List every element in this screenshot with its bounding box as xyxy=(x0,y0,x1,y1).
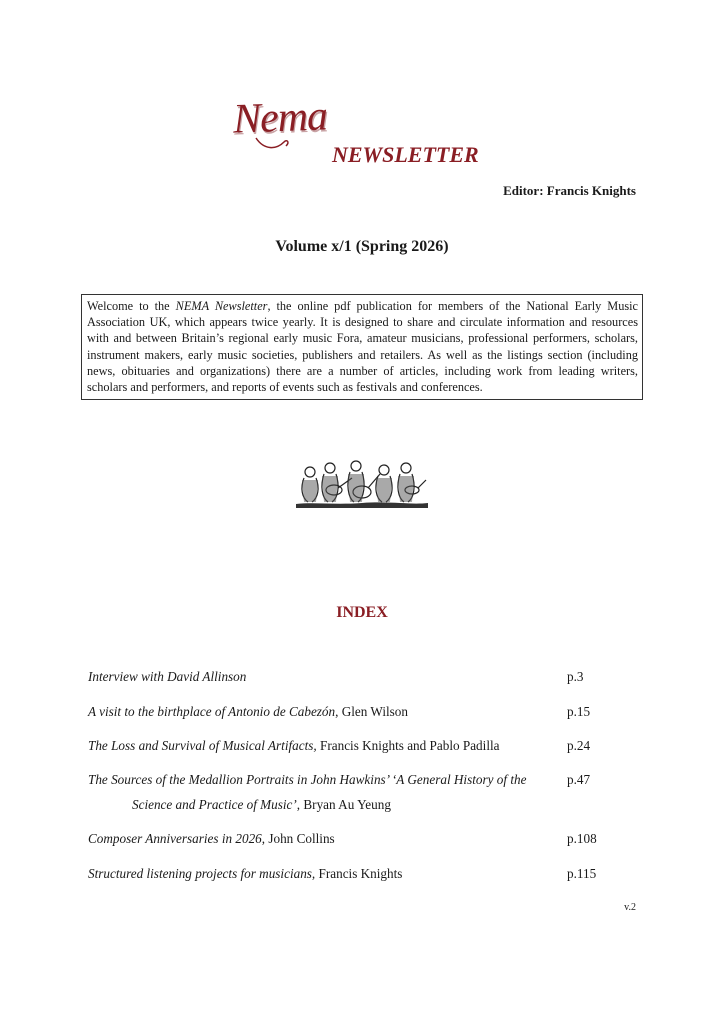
entry-page-5: p.108 xyxy=(567,831,597,846)
entry-title: Composer Anniversaries in 2026 xyxy=(88,831,262,846)
logo-flourish-icon xyxy=(254,134,294,152)
index-entry-5[interactable] xyxy=(88,831,335,847)
entry-author: , Glen Wilson xyxy=(335,704,408,719)
index-entry-2[interactable] xyxy=(88,704,408,720)
version-label: v.2 xyxy=(624,902,636,913)
entry-author: Francis Knights and Pablo Padilla xyxy=(316,738,500,753)
welcome-box xyxy=(81,294,643,400)
entry-page-4: p.47 xyxy=(567,772,591,787)
index-entry-4-continued[interactable] xyxy=(132,797,391,813)
entry-page-2: p.15 xyxy=(567,704,591,719)
entry-title-continued: Science and Practice of Music’ xyxy=(132,797,297,812)
entry-title: The Sources of the Medallion Portraits in John Hawkins’ ‘A General History of the xyxy=(88,772,527,787)
welcome-publication-name: NEMA Newsletter xyxy=(175,299,268,313)
index-entry-3[interactable] xyxy=(88,738,500,754)
entry-page-6: p.115 xyxy=(567,866,597,881)
index-heading: INDEX xyxy=(336,604,388,621)
editor-line: Editor: Francis Knights xyxy=(503,183,636,198)
volume-heading: Volume x/1 (Spring 2026) xyxy=(275,238,449,255)
index-entry-6[interactable] xyxy=(88,866,402,882)
entry-author: , Bryan Au Yeung xyxy=(296,797,391,812)
entry-author: , John Collins xyxy=(261,831,335,846)
welcome-text: , the online pdf publication for members of the National Early Music Association UK, which appears twice yearly. It is designed to share and circulate information and resources with and between Britain’s regional early music Fora, amateur musicians, professional performers, scholars, instrument makers, early music societies, publishers and retailers. As well as the listings section (including news, obituaries and organizations) there are a number of articles, including work from leading writers, scholars and performers, and reports of events such as festivals and conferences. xyxy=(87,299,639,395)
newsletter-title: NEWSLETTER xyxy=(332,142,479,167)
entry-title: A visit to the birthplace of Antonio de Cabezón xyxy=(88,704,336,719)
entry-title: Interview with David Allinson xyxy=(88,669,247,684)
entry-page-1: p.3 xyxy=(567,669,584,684)
nema-logo: Nema xyxy=(232,93,328,143)
entry-author: Francis Knights xyxy=(315,866,403,881)
index-entry-1[interactable] xyxy=(88,669,246,685)
index-entry-4[interactable] xyxy=(88,772,526,788)
entry-title: Structured listening projects for musicians, xyxy=(88,866,316,881)
welcome-prefix: Welcome to the xyxy=(87,299,176,313)
entry-title: The Loss and Survival of Musical Artifacts, xyxy=(88,738,317,753)
entry-page-3: p.24 xyxy=(567,738,591,753)
musicians-engraving-icon xyxy=(294,458,430,510)
